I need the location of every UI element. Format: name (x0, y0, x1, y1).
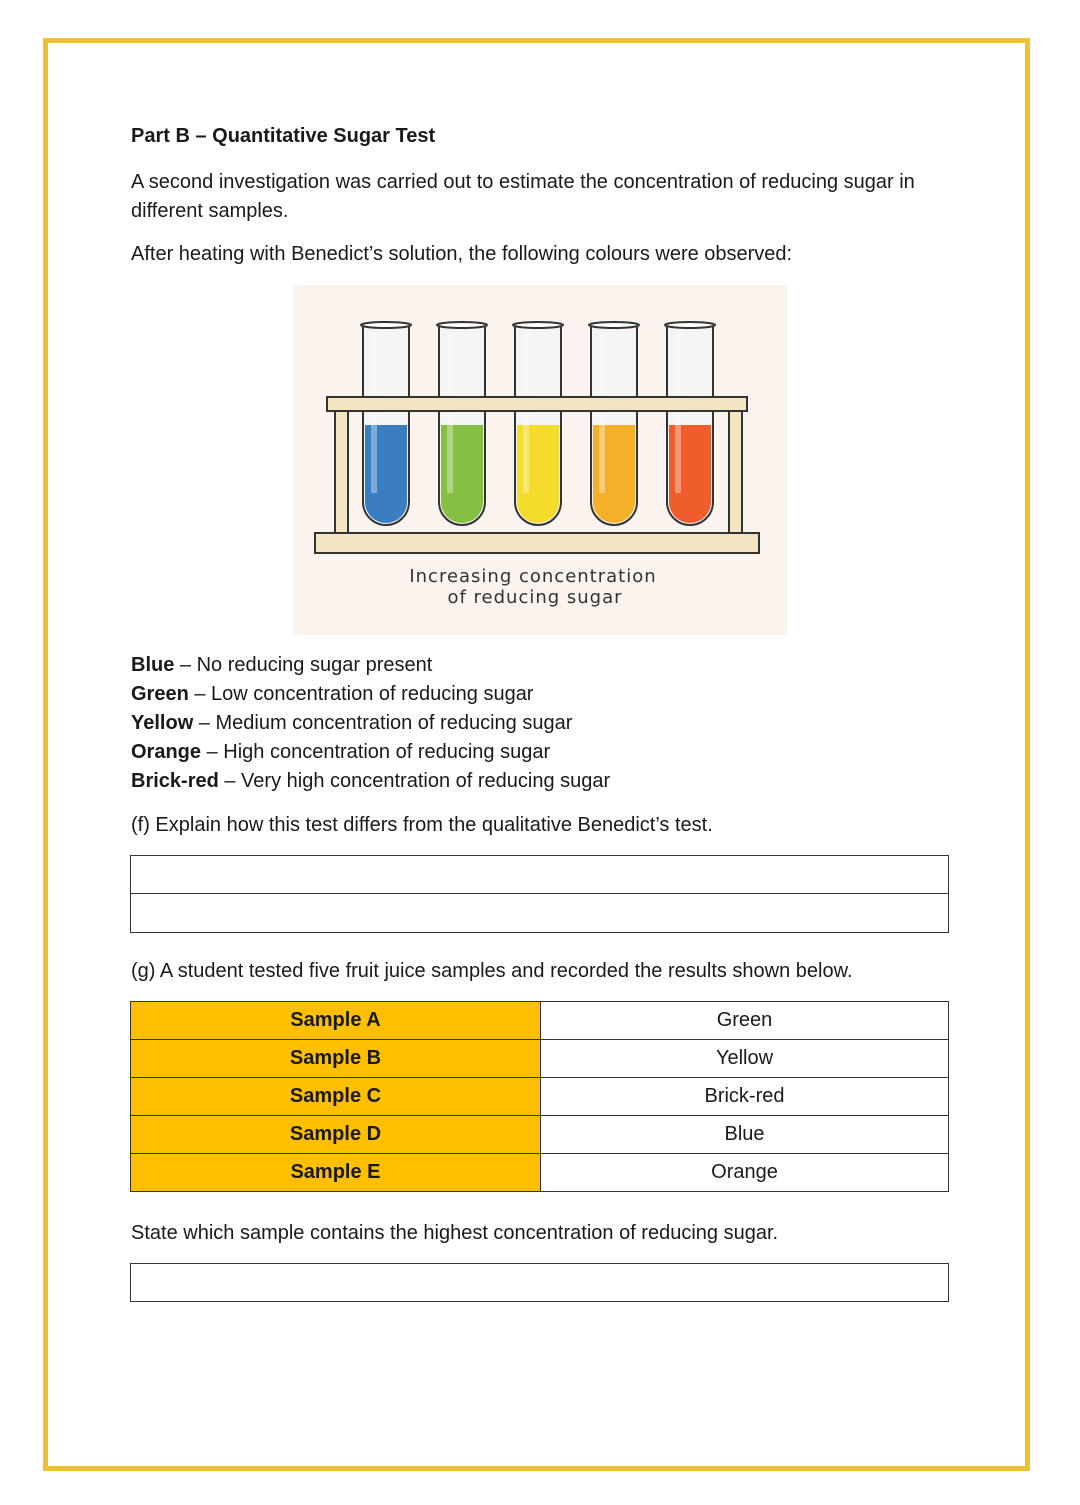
sample-cell: Sample B (131, 1040, 541, 1078)
key-meaning: – Very high concentration of reducing sugar (218, 770, 611, 792)
sample-cell: Sample A (131, 1002, 541, 1040)
colour-cell: Blue (541, 1116, 949, 1154)
table-row (131, 1154, 949, 1192)
key-colour: Blue (131, 654, 175, 676)
rack-right-leg (729, 400, 742, 533)
table-row (131, 1078, 949, 1116)
test-tube-green (437, 322, 487, 525)
key-row-orange (131, 738, 610, 767)
test-tube-figure (293, 285, 787, 635)
rack-left-leg (335, 400, 348, 533)
test-tube-yellow (513, 322, 563, 525)
key-colour: Brick-red (131, 770, 219, 792)
colour-cell: Brick-red (541, 1078, 949, 1116)
key-colour: Green (131, 683, 189, 705)
answer-box-g[interactable] (130, 1263, 949, 1302)
key-meaning: – No reducing sugar present (174, 654, 433, 676)
key-row-yellow (131, 709, 610, 738)
key-row-brick-red (131, 767, 610, 796)
key-colour: Orange (131, 741, 202, 763)
colour-cell: Yellow (541, 1040, 949, 1078)
sample-cell: Sample C (131, 1078, 541, 1116)
key-colour: Yellow (131, 712, 194, 734)
test-tube-red (665, 322, 715, 525)
key-row-green (131, 680, 610, 709)
key-meaning: – Medium concentration of reducing sugar (193, 712, 573, 734)
table-row (131, 1116, 949, 1154)
observation-lead: After heating with Benedict’s solution, the following colours were observed: (131, 243, 793, 265)
key-meaning: – Low concentration of reducing sugar (188, 683, 534, 705)
colour-cell: Green (541, 1002, 949, 1040)
key-row-blue (131, 651, 610, 680)
intro-paragraph: A second investigation was carried out to estimate the concentration of reducing sugar in different samples. (131, 171, 915, 222)
test-tube-blue (361, 322, 411, 525)
table-row (131, 1002, 949, 1040)
test-tube-orange (589, 322, 639, 525)
test-tube-illustration (293, 285, 787, 635)
results-table (130, 1001, 949, 1192)
figure-caption-line1: Increasing concentration (409, 566, 657, 587)
follow-up-question: State which sample contains the highest concentration of reducing sugar. (131, 1222, 779, 1244)
section-heading: Part B – Quantitative Sugar Test (131, 125, 436, 147)
answer-line[interactable] (131, 894, 948, 932)
colour-cell: Orange (541, 1154, 949, 1192)
rack-base (315, 533, 759, 553)
colour-key (131, 651, 610, 796)
rack-top-bar (327, 397, 747, 411)
answer-box-f[interactable] (130, 855, 949, 933)
key-meaning: – High concentration of reducing sugar (201, 741, 551, 763)
sample-cell: Sample D (131, 1116, 541, 1154)
figure-caption-line2: of reducing sugar (447, 587, 623, 608)
sample-cell: Sample E (131, 1154, 541, 1192)
table-row (131, 1040, 949, 1078)
answer-line[interactable] (131, 856, 948, 894)
question-g: (g) A student tested five fruit juice samples and recorded the results shown below. (131, 960, 853, 982)
question-f: (f) Explain how this test differs from the qualitative Benedict’s test. (131, 814, 713, 836)
